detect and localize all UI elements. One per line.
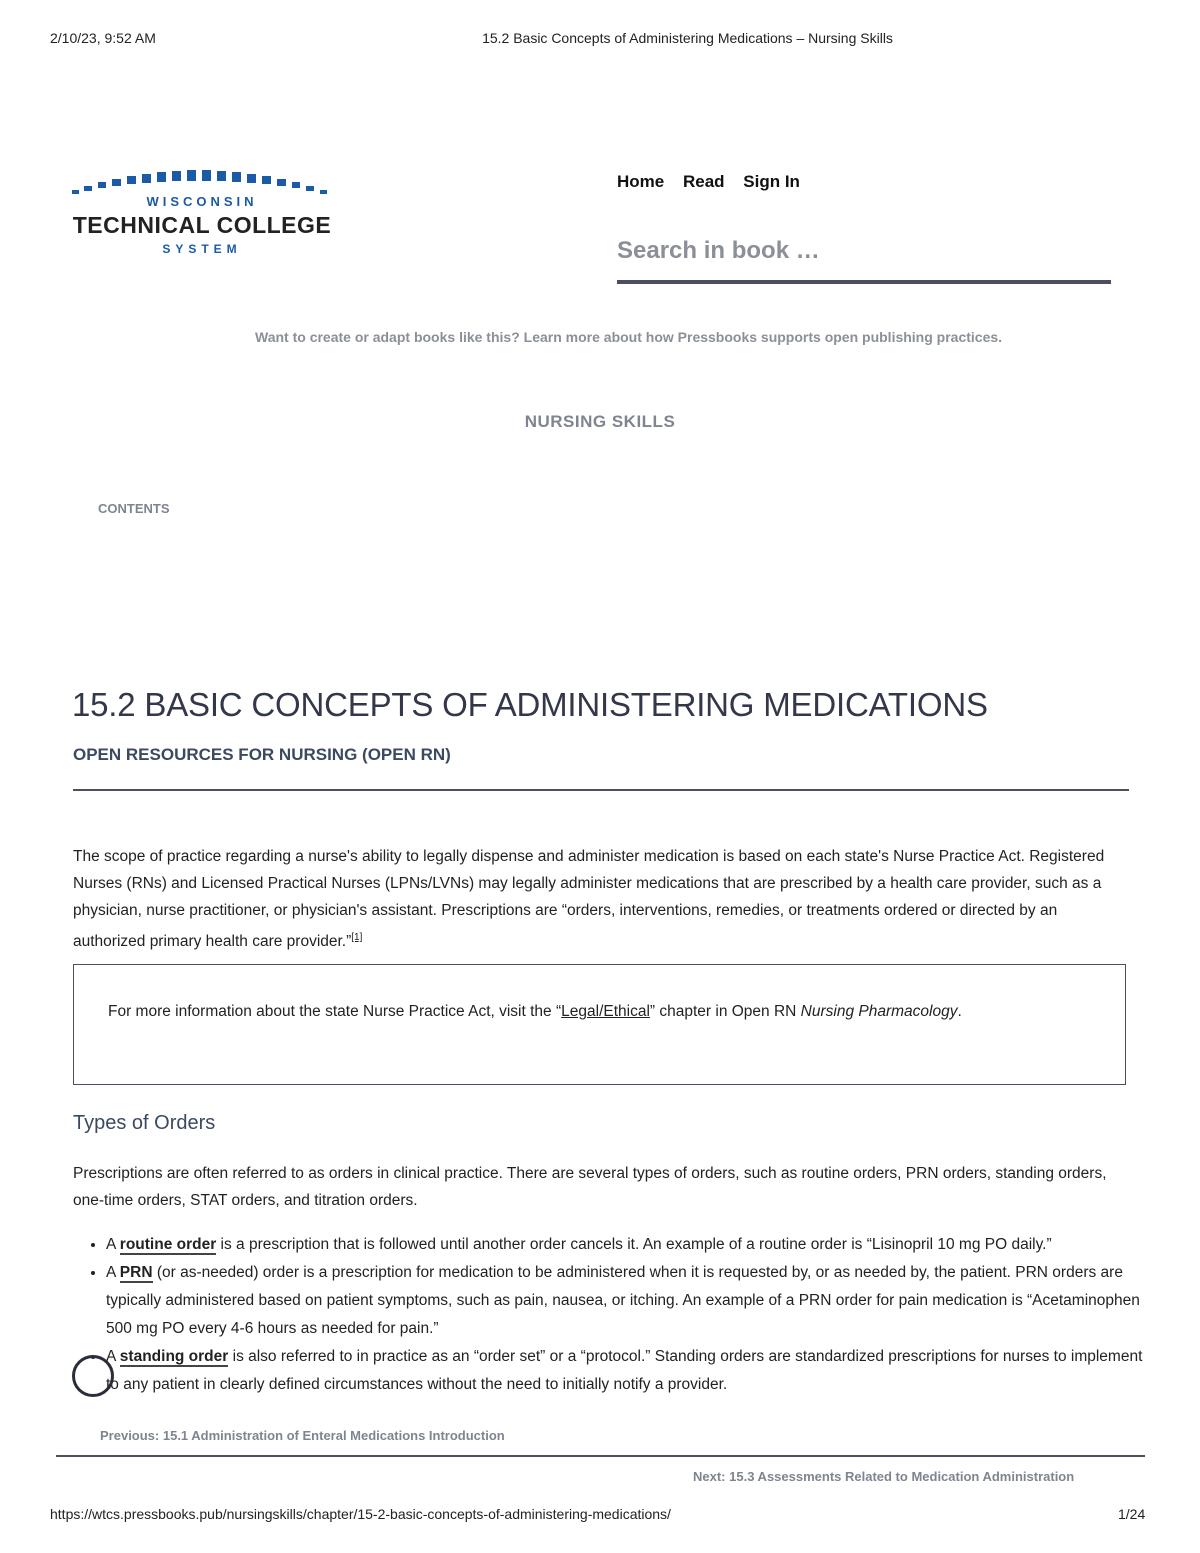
book-title[interactable]: NURSING SKILLS (524, 412, 676, 431)
nav-read-link[interactable]: Read (682, 172, 725, 191)
list-item-text: is also referred to in practice as an “order set” or a “protocol.” Standing orders are standardized prescriptions for nurses to implement to any patient in clearly defined circumstances without the need to initially notify a provider. (106, 1348, 1143, 1393)
accessibility-circle-icon[interactable] (72, 1355, 114, 1397)
print-date: 2/10/23, 9:52 AM (50, 30, 156, 46)
pressbooks-promo-link[interactable]: Want to create or adapt books like this? Learn more about how Pressbooks supports open publishing practices. (255, 329, 1003, 345)
types-of-orders-heading: Types of Orders (73, 1112, 216, 1134)
orders-list (90, 1231, 1145, 1416)
logo-line-technical-college: TECHNICAL COLLEGE (72, 212, 332, 238)
callout-book-title: Nursing Pharmacology (800, 1003, 958, 1020)
callout-text (108, 999, 1068, 1025)
callout-middle: ” chapter in Open RN (649, 1003, 801, 1020)
nav-home-link[interactable]: Home (617, 172, 665, 191)
logo-arc-icon (72, 168, 332, 196)
logo-line-wisconsin: WISCONSIN (146, 194, 258, 209)
list-item-prefix: A (106, 1236, 120, 1253)
legal-ethical-link[interactable]: Legal/Ethical (561, 1003, 650, 1020)
search-input[interactable] (617, 222, 1111, 284)
nav-sign-in-link[interactable]: Sign In (743, 172, 800, 191)
top-nav (617, 172, 814, 192)
routine-order-term[interactable]: routine order (119, 1236, 217, 1253)
list-item-text: (or as-needed) order is a prescription for medication to be administered when it is requested by, or as needed by, the patient. PRN orders are typically administered based on patient symptoms, such as pain, nausea, or itching. An example of a PRN order for pain medication is “Acetaminophen 500 mg PO every 4-6 hours as needed for pain.” (106, 1264, 1140, 1337)
list-item-text: is a prescription that is followed until another order cancels it. An example of a routine order is “Lisinopril 10 mg PO daily.” (216, 1236, 1052, 1253)
title-divider (73, 789, 1129, 791)
contents-toggle[interactable]: CONTENTS (98, 501, 170, 516)
footnote-link[interactable]: [1] (351, 932, 363, 943)
intro-paragraph (73, 843, 1129, 955)
callout-suffix: . (957, 1003, 962, 1020)
previous-chapter-link[interactable]: Previous: 15.1 Administration of Enteral Medications Introduction (100, 1428, 505, 1443)
list-item (106, 1259, 1145, 1343)
info-callout (73, 964, 1126, 1085)
prn-term[interactable]: PRN (119, 1264, 153, 1281)
print-page-title: 15.2 Basic Concepts of Administering Medications – Nursing Skills (482, 30, 893, 46)
chapter-author: OPEN RESOURCES FOR NURSING (OPEN RN) (73, 745, 451, 764)
chapter-title: 15.2 BASIC CONCEPTS OF ADMINISTERING MEDICATIONS (72, 686, 988, 723)
standing-order-term[interactable]: standing order (119, 1348, 229, 1365)
pagination-divider (56, 1455, 1145, 1457)
print-url: https://wtcs.pressbooks.pub/nursingskills/chapter/15-2-basic-concepts-of-administering-medications/ (50, 1506, 671, 1522)
list-item-prefix: A (106, 1264, 120, 1281)
list-item-prefix: A (106, 1348, 120, 1365)
list-item (106, 1343, 1145, 1399)
types-paragraph: Prescriptions are often referred to as orders in clinical practice. There are several types of orders, such as routine orders, PRN orders, standing orders, one-time orders, STAT orders, and titration orders. (73, 1165, 1107, 1209)
print-page-number: 1/24 (1118, 1506, 1146, 1522)
wtcs-logo[interactable] (72, 168, 332, 263)
list-item (106, 1231, 1145, 1259)
next-chapter-link[interactable]: Next: 15.3 Assessments Related to Medication Administration (693, 1469, 1075, 1484)
intro-text: The scope of practice regarding a nurse's ability to legally dispense and administer medication is based on each state's Nurse Practice Act. Registered Nurses (RNs) and Licensed Practical Nurses (LPNs/LVNs) may legally administer medications that are prescribed by a health care provider, such as a physician, nurse practitioner, or physician's assistant. Prescriptions are “orders, interventions, remedies, or treatments ordered or directed by an authorized primary health care provider.” (73, 848, 1105, 951)
logo-line-system: SYSTEM (162, 242, 242, 256)
callout-prefix: For more information about the state Nurse Practice Act, visit the “ (108, 1003, 562, 1020)
